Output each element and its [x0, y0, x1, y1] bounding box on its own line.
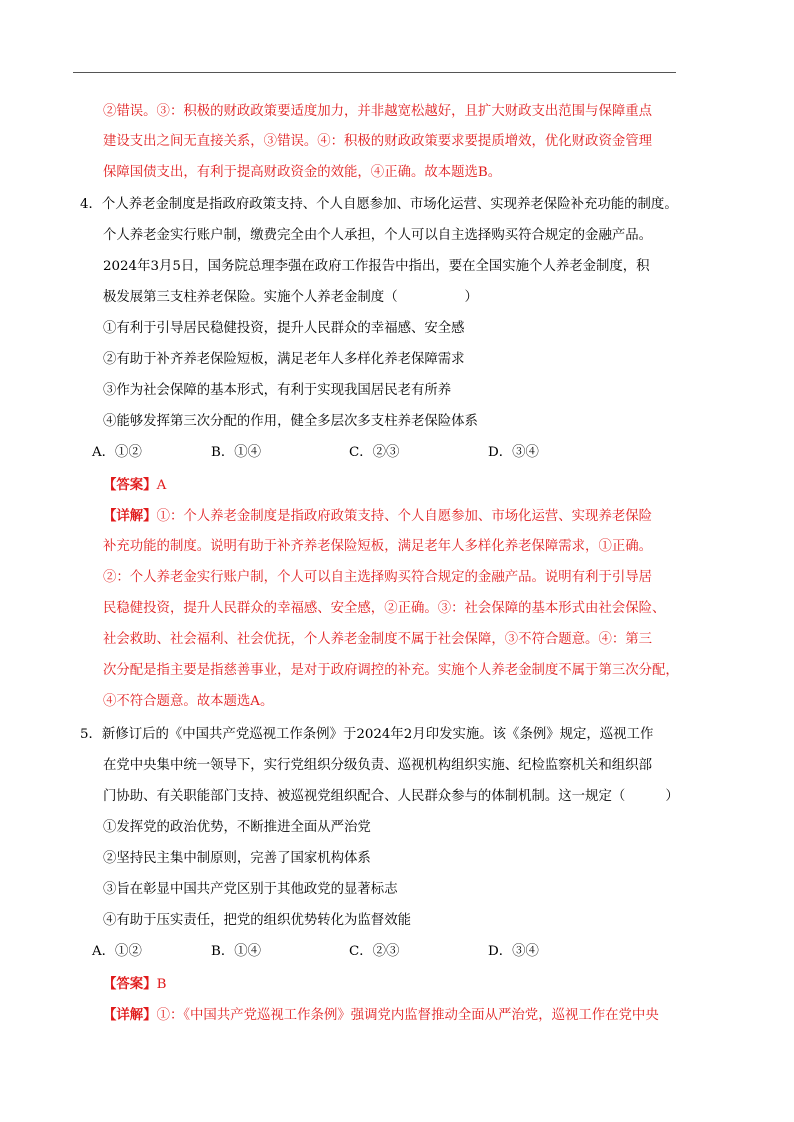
- q4-detail-text-1: ①：个人养老金制度是指政府政策支持、个人自愿参加、市场化运营、实现养老保险: [156, 509, 653, 524]
- header-rule: [73, 72, 676, 73]
- q4-detail-line-7: ④不符合题意。故本题选A。: [103, 694, 274, 709]
- q5-stem-line-2: 在党中央集中统一领导下，实行党组织分级负责、巡视机构组织实施、纪检监察机关和组织部: [103, 758, 653, 773]
- q5-stem-line-3: 门协助、有关职能部门支持、被巡视党组织配合、人民群众参与的体制机制。这一规定（ ）: [103, 789, 679, 804]
- q4-option-d: D．③④: [488, 445, 539, 460]
- q4-stem-line-1: 4．个人养老金制度是指政府政策支持、个人自愿参加、市场化运营、实现养老保险补充功能的制度。: [80, 197, 678, 212]
- q4-option-c: C．②③: [349, 445, 400, 460]
- q5-statement-3: ③旨在彰显中国共产党区别于其他政党的显著标志: [103, 882, 398, 897]
- q5-option-d: D．③④: [488, 944, 539, 959]
- q4-detail-line-1: [103, 508, 652, 525]
- q4-detail-line-5: 社会救助、社会福利、社会优抚，个人养老金制度不属于社会保障，③不符合题意。④：第三: [103, 632, 653, 647]
- q4-statement-3: ③作为社会保障的基本形式，有利于实现我国居民老有所养: [103, 383, 452, 398]
- q5-detail-label: 【详解】: [103, 1007, 157, 1023]
- q4-detail-label: 【详解】: [103, 508, 157, 524]
- q5-detail-text-1: ①：《中国共产党巡视工作条例》强调党内监督推动全面从严治党，巡视工作在党中央: [156, 1008, 659, 1023]
- q4-answer-value: A: [156, 478, 167, 493]
- q4-stem-line-2: 个人养老金实行账户制，缴费完全由个人承担，个人可以自主选择购买符合规定的金融产品。: [103, 228, 653, 243]
- q5-detail-line-1: [103, 1007, 659, 1024]
- q5-statement-4: ④有助于压实责任，把党的组织优势转化为监督效能: [103, 913, 411, 928]
- q5-option-a: A．①②: [92, 944, 142, 959]
- q4-detail-line-6: 次分配是指主要是指慈善事业，是对于政府调控的补充。实施个人养老金制度不属于第三次分配，: [103, 663, 679, 678]
- q4-answer-label: 【答案】: [103, 477, 157, 493]
- q4-stem-line-4: 极发展第三支柱养老保险。实施个人养老金制度（ ）: [103, 290, 478, 305]
- prev-detail-line-2: 建设支出之间无直接关系，③错误。④：积极的财政政策要求要提质增效，优化财政资金管理: [103, 134, 653, 149]
- q5-statement-2: ②坚持民主集中制原则，完善了国家机构体系: [103, 851, 371, 866]
- q4-option-a: A．①②: [92, 445, 142, 460]
- q4-detail-line-4: 民稳健投资，提升人民群众的幸福感、安全感，②正确。③：社会保障的基本形式由社会保险、: [103, 601, 666, 616]
- q5-answer-label: 【答案】: [103, 976, 157, 992]
- q5-option-c: C．②③: [349, 944, 400, 959]
- q5-answer-value: B: [156, 977, 167, 992]
- q4-statement-2: ②有助于补齐养老保险短板，满足老年人多样化养老保障需求: [103, 352, 465, 367]
- q5-option-b: B．①④: [211, 944, 262, 959]
- q5-answer: [103, 976, 166, 993]
- q4-stem-line-3: 2024年3月5日，国务院总理李强在政府工作报告中指出，要在全国实施个人养老金制度，积: [103, 259, 650, 274]
- q4-option-b: B．①④: [211, 445, 262, 460]
- q4-statement-4: ④能够发挥第三次分配的作用，健全多层次多支柱养老保险体系: [103, 414, 478, 429]
- q4-detail-line-3: ②：个人养老金实行账户制，个人可以自主选择购买符合规定的金融产品。说明有利于引导居: [103, 570, 653, 585]
- q5-stem-line-1: 5．新修订后的《中国共产党巡视工作条例》于2024年2月印发实施。该《条例》规定，巡视工作: [80, 727, 654, 742]
- q4-statement-1: ①有利于引导居民稳健投资，提升人民群众的幸福感、安全感: [103, 321, 465, 336]
- q4-detail-line-2: 补充功能的制度。说明有助于补齐养老保险短板，满足老年人多样化养老保障需求，①正确。: [103, 539, 653, 554]
- prev-detail-line-3: 保障国债支出，有利于提高财政资金的效能，④正确。故本题选B。: [103, 165, 502, 180]
- q5-statement-1: ①发挥党的政治优势，不断推进全面从严治党: [103, 820, 371, 835]
- q4-answer: [103, 477, 166, 494]
- prev-detail-line-1: ②错误。③：积极的财政政策要适度加力，并非越宽松越好，且扩大财政支出范围与保障重点: [103, 104, 653, 119]
